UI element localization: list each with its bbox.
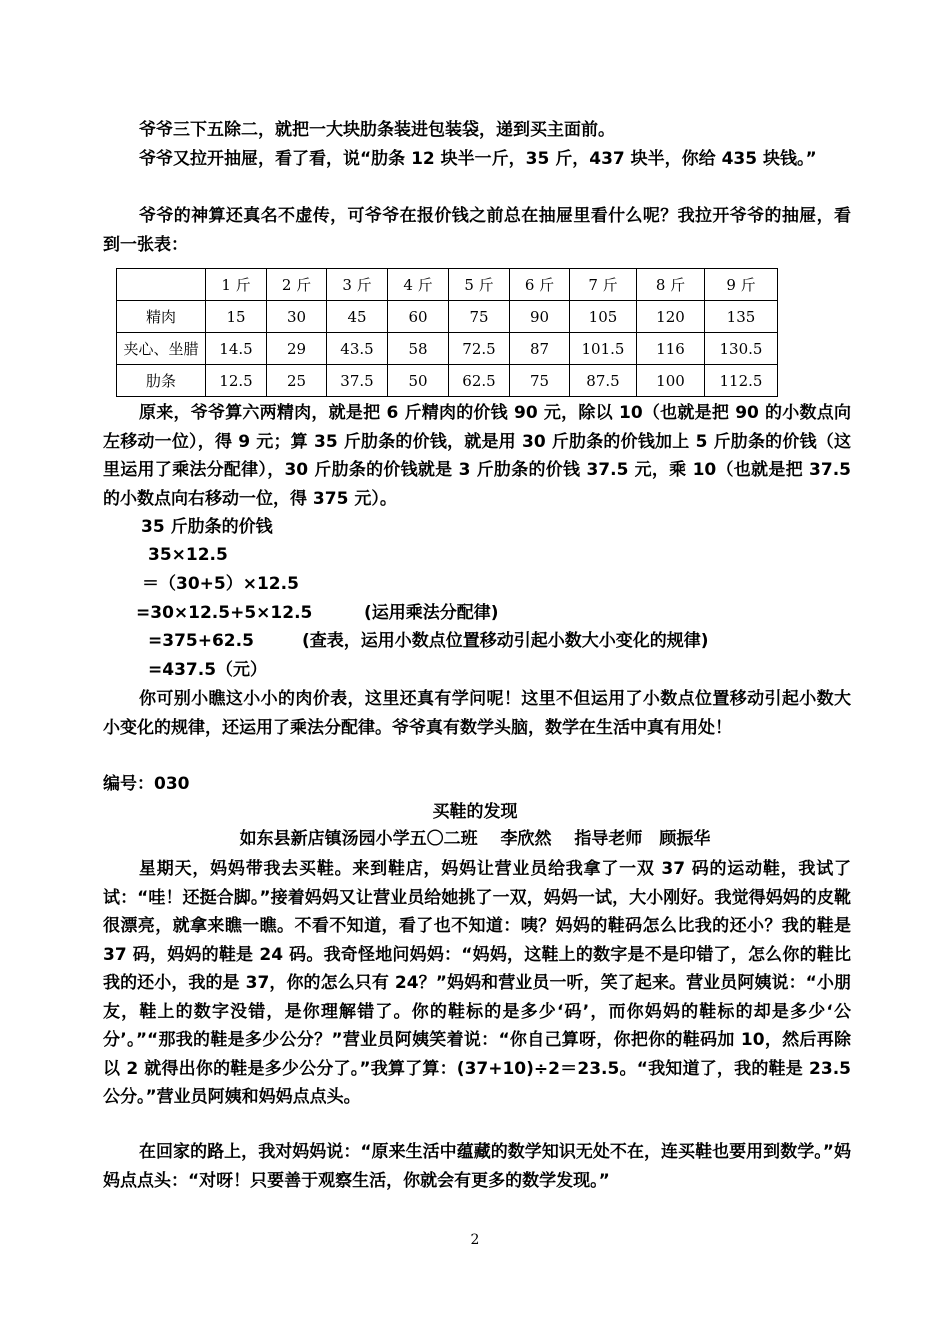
table-header-cell: 6 斤 xyxy=(510,269,570,301)
table-cell: 50 xyxy=(388,365,449,397)
table-cell: 75 xyxy=(449,301,510,333)
calc-line-2: ＝（30+5）×12.5 xyxy=(142,574,299,594)
article-byline: 如东县新店镇汤园小学五〇二班 李欣然 指导老师 顾振华 xyxy=(239,829,711,849)
table-cell: 130.5 xyxy=(705,333,778,365)
paragraph-3: 爷爷的神算还真名不虚传，可爷爷在报价钱之前总在抽屉里看什么呢？我拉开爷爷的抽屉，看到一张表： xyxy=(103,206,851,255)
paragraph-4: 原来，爷爷算六两精肉，就是把 6 斤精肉的价钱 90 元，除以 10（也就是把 90 的小数点向左移动一位），得 9 元；算 35 斤肋条的价钱，就是用 30 斤肋条的价钱加上 5 斤肋条的价钱（这里运用了乘法分配律），30 斤肋条的价钱就是 3 斤肋条的价钱 37.5 元，乘 10（也就是把 37.5 的小数点向右移动一位，得 375 元）。 xyxy=(103,403,851,509)
article-paragraph-1: 星期天，妈妈带我去买鞋。来到鞋店，妈妈让营业员给我拿了一双 37 码的运动鞋，我试了试：“哇！还挺合脚。”接着妈妈又让营业员给她挑了一双，妈妈一试，大小刚好。我觉得妈妈的皮靴很漂亮，就拿来瞧一瞧。不看不知道，看了也不知道：咦？妈妈的鞋码怎么比我的还小？我的鞋是 37 码，妈妈的鞋是 24 码。我奇怪地问妈妈：“妈妈，这鞋上的数字是不是印错了，怎么你的鞋比我的还小，我的是 37，你的怎么只有 24？”妈妈和营业员一听，笑了起来。营业员阿姨说：“小朋友，鞋上的数字没错，是你理解错了。你的鞋标的是多少‘码’，而你妈妈的鞋标的却是多少‘公分’。”“那我的鞋是多少公分？”营业员阿姨笑着说：“你自己算呀，你把你的鞋码加 10，然后再除以 2 就得出你的鞋是多少公分了。”我算了算：(37+10)÷2＝23.5。“我知道了，我的鞋是 23.5 公分。”营业员阿姨和妈妈点点头。 xyxy=(103,859,851,1107)
page-number: 2 xyxy=(470,1232,480,1248)
table-cell: 夹心、坐腊 xyxy=(117,333,206,365)
table-header-row xyxy=(117,269,778,301)
table-cell: 25 xyxy=(267,365,327,397)
table-header-cell: 8 斤 xyxy=(637,269,705,301)
article-number: 编号：030 xyxy=(103,774,190,794)
article-paragraph-2: 在回家的路上，我对妈妈说：“原来生活中蕴藏的数学知识无处不在，连买鞋也要用到数学。”妈妈点点头：“对呀！只要善于观察生活，你就会有更多的数学发现。” xyxy=(103,1142,851,1191)
table-cell: 60 xyxy=(388,301,449,333)
table-cell: 72.5 xyxy=(449,333,510,365)
paragraph-2: 爷爷又拉开抽屉，看了看，说“肋条 12 块半一斤，35 斤，437 块半，你给 435 块钱。” xyxy=(139,149,817,169)
table-cell: 14.5 xyxy=(206,333,267,365)
table-cell: 30 xyxy=(267,301,327,333)
calc-line-1: 35×12.5 xyxy=(148,545,228,565)
table-cell: 112.5 xyxy=(705,365,778,397)
table-header-cell: 3 斤 xyxy=(327,269,388,301)
paragraph-5: 你可别小瞧这小小的肉价表，这里还真有学问呢！这里不但运用了小数点位置移动引起小数大小变化的规律，还运用了乘法分配律。爷爷真有数学头脑，数学在生活中真有用处！ xyxy=(103,689,851,738)
paragraph-1: 爷爷三下五除二，就把一大块肋条装进包装袋，递到买主面前。 xyxy=(139,120,615,140)
table-cell: 135 xyxy=(705,301,778,333)
calc-title: 35 斤肋条的价钱 xyxy=(141,517,273,537)
calc-line-4: =375+62.5 xyxy=(148,631,254,651)
table-cell: 120 xyxy=(637,301,705,333)
table-cell: 58 xyxy=(388,333,449,365)
calc-line-4-note: (查表，运用小数点位置移动引起小数大小变化的规律) xyxy=(302,631,709,651)
table-header-cell: 9 斤 xyxy=(705,269,778,301)
table-row xyxy=(117,301,778,333)
table-header-cell: 5 斤 xyxy=(449,269,510,301)
table-cell: 105 xyxy=(570,301,637,333)
table-header-cell: 4 斤 xyxy=(388,269,449,301)
table-cell: 87.5 xyxy=(570,365,637,397)
table-header-cell: 2 斤 xyxy=(267,269,327,301)
table-cell: 12.5 xyxy=(206,365,267,397)
table-cell: 43.5 xyxy=(327,333,388,365)
table-header-cell: 1 斤 xyxy=(206,269,267,301)
table-cell: 75 xyxy=(510,365,570,397)
table-cell: 90 xyxy=(510,301,570,333)
price-table xyxy=(116,268,778,397)
table-cell: 101.5 xyxy=(570,333,637,365)
calc-line-3-note: (运用乘法分配律) xyxy=(364,603,499,623)
table-header-cell: 7 斤 xyxy=(570,269,637,301)
table-row xyxy=(117,365,778,397)
table-cell: 45 xyxy=(327,301,388,333)
table-cell: 29 xyxy=(267,333,327,365)
table-header-cell xyxy=(117,269,206,301)
calc-line-3: =30×12.5+5×12.5 xyxy=(136,603,313,623)
table-cell: 精肉 xyxy=(117,301,206,333)
table-cell: 15 xyxy=(206,301,267,333)
table-cell: 116 xyxy=(637,333,705,365)
table-cell: 肋条 xyxy=(117,365,206,397)
table-cell: 62.5 xyxy=(449,365,510,397)
table-cell: 37.5 xyxy=(327,365,388,397)
table-row xyxy=(117,333,778,365)
table-cell: 100 xyxy=(637,365,705,397)
article-title: 买鞋的发现 xyxy=(432,802,518,822)
table-cell: 87 xyxy=(510,333,570,365)
calc-line-5: =437.5（元） xyxy=(148,660,268,680)
